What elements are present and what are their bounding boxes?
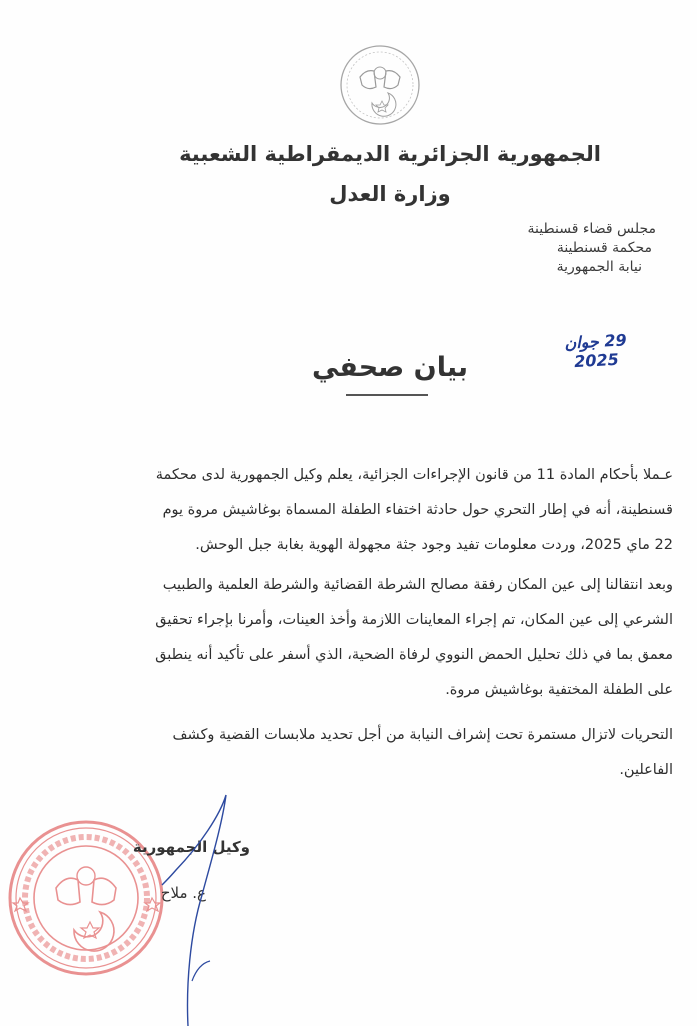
- signatory-name: ع. ملاح: [160, 884, 206, 902]
- document-title: بيان صحفي: [311, 352, 469, 383]
- issuer-council: مجلس قضاء قسنطينة: [527, 221, 656, 237]
- paragraph-line: الفاعلين.: [619, 762, 673, 778]
- paragraph-line: قسنطينة، أنه في إطار التحري حول حادثة اختفاء الطفلة المسماة بوغاشيش مروة يوم: [162, 502, 673, 518]
- issuer-court: محكمة قسنطينة: [556, 240, 652, 256]
- paragraph-line: الشرعي إلى عين المكان، تم إجراء المعاينات اللازمة وأخذ العينات، وأمرنا بإجراء تحقيق: [155, 612, 673, 628]
- issuer-prosecution: نيابة الجمهورية: [556, 259, 642, 275]
- date-stamp: 29 جوان 2025: [563, 330, 628, 372]
- republic-header: الجمهورية الجزائرية الديمقراطية الشعبية: [179, 142, 601, 166]
- paragraph-line: التحريات لاتزال مستمرة تحت إشراف النيابة من أجل تحديد ملابسات القضية وكشف: [172, 727, 673, 743]
- paragraph-line: عـملا بأحكام المادة 11 من قانون الإجراءات الجزائية، يعلم وكيل الجمهورية لدى محكمة: [155, 467, 673, 483]
- paragraph-line: معمق بما في ذلك تحليل الحمض النووي لرفاة الضحية، الذي أسفر على تأكيد أنه ينطبق: [155, 647, 673, 663]
- signatory-title: وكيل الجمهورية: [132, 838, 250, 856]
- ministry-header: وزارة العدل: [329, 182, 451, 206]
- paragraph-2: [130, 568, 673, 708]
- paragraph-3: [130, 718, 673, 788]
- coat-of-arms-emblem-icon: [338, 43, 422, 127]
- paragraph-line: وبعد انتقالنا إلى عين المكان رفقة مصالح الشرطة القضائية والشرطة العلمية والطبيب: [162, 577, 673, 593]
- handwritten-signature-icon: [140, 785, 250, 1026]
- paragraph-line: على الطفلة المختفية بوغاشيش مروة.: [445, 682, 673, 698]
- paragraph-line: 22 ماي 2025، وردت معلومات تفيد وجود جثة مجهولة الهوية بغابة جبل الوحش.: [195, 537, 673, 553]
- paragraph-1: [130, 458, 673, 563]
- title-underline: [346, 394, 428, 396]
- issuer-block: [420, 220, 656, 277]
